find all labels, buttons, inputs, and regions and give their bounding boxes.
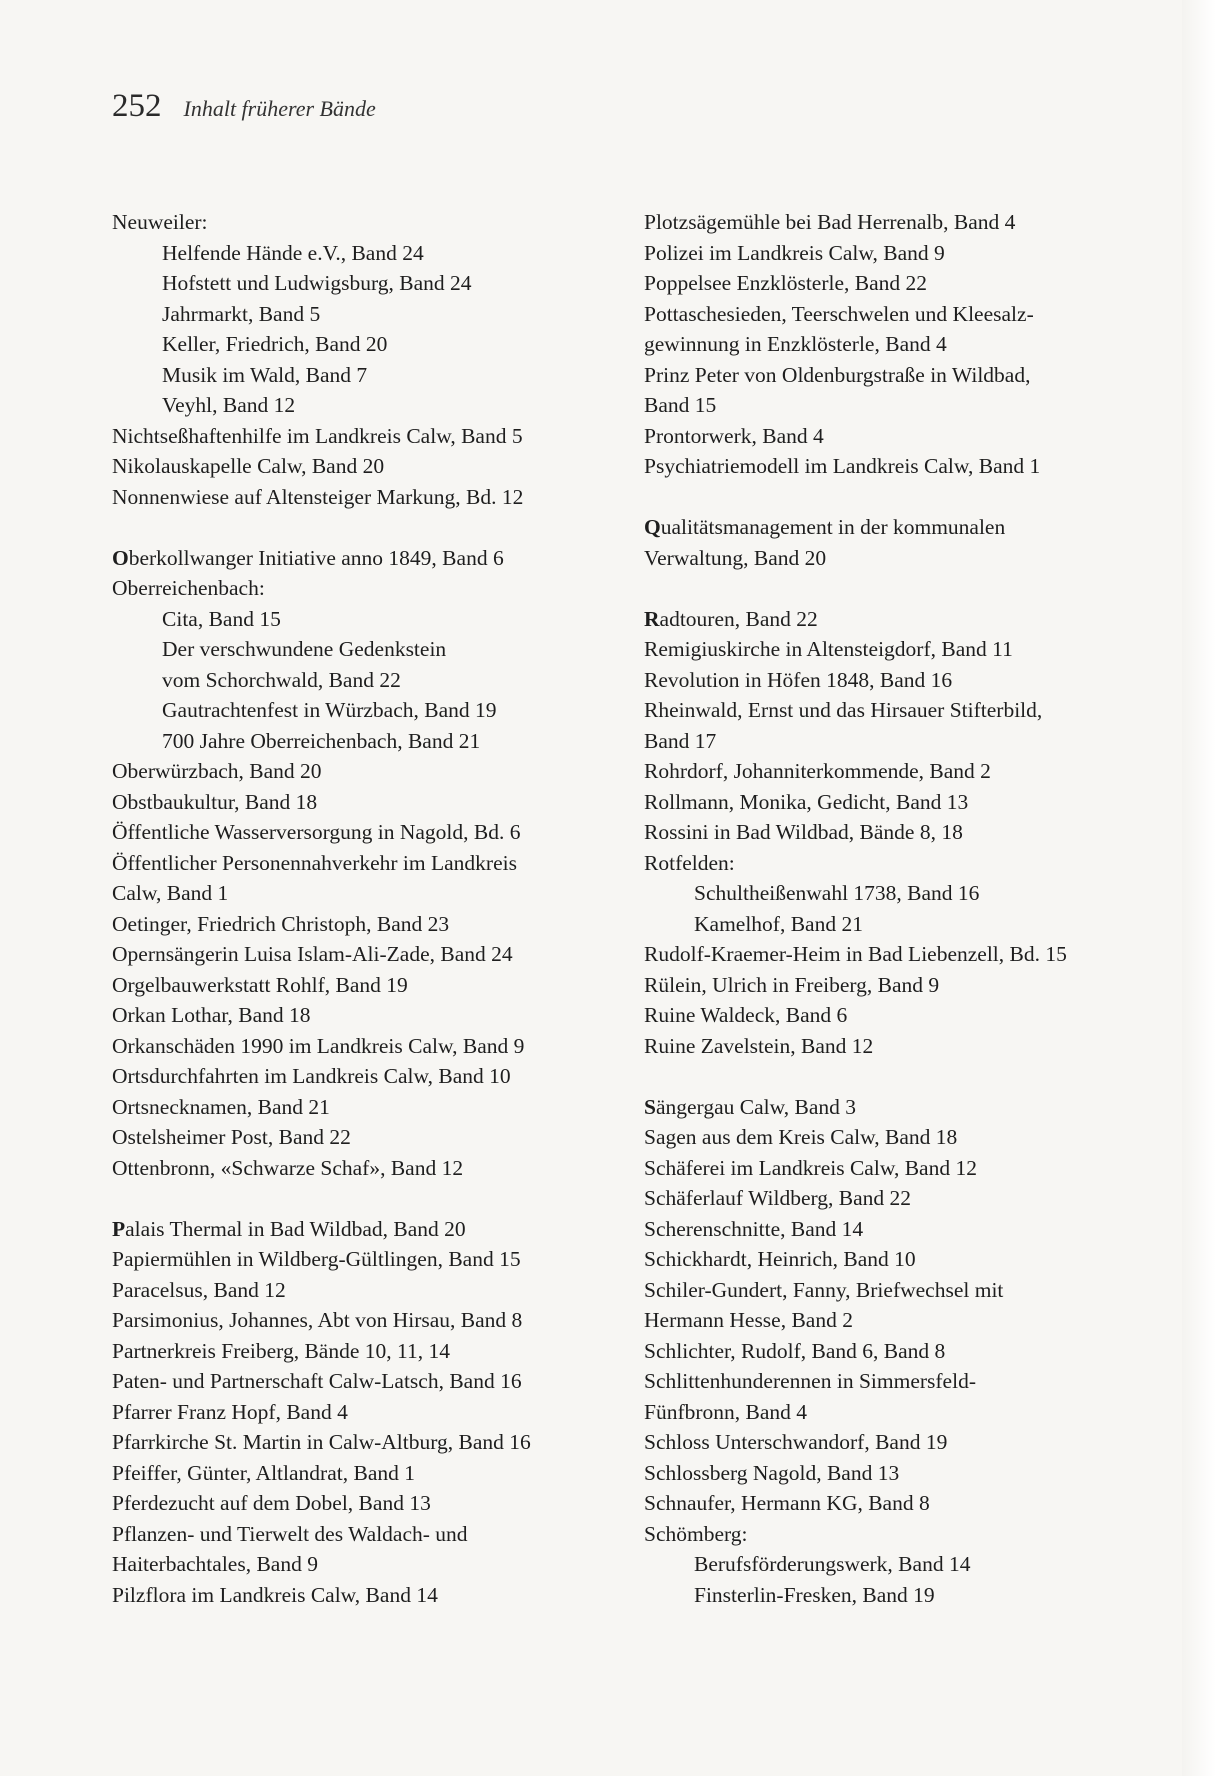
index-subentry xyxy=(112,726,612,757)
entry-text: Kamelhof, Band 21 xyxy=(694,911,863,936)
entry-text: Finsterlin-Fresken, Band 19 xyxy=(694,1582,935,1607)
index-entry xyxy=(112,1214,612,1245)
index-entry xyxy=(644,1305,1204,1336)
index-subentry xyxy=(644,909,1204,940)
index-entry xyxy=(644,299,1204,330)
entry-text: Orgelbauwerkstatt Rohlf, Band 19 xyxy=(112,972,408,997)
section-initial-letter: P xyxy=(112,1216,126,1241)
entry-text: Berufsförderungswerk, Band 14 xyxy=(694,1552,971,1576)
entry-text: Rossini in Bad Wildbad, Bände 8, 18 xyxy=(644,820,963,844)
entry-text: Schäferlauf Wildberg, Band 22 xyxy=(644,1186,912,1210)
entry-text: ängergau Calw, Band 3 xyxy=(655,1094,856,1119)
entry-text: Paracelsus, Band 12 xyxy=(112,1277,286,1302)
section-gap xyxy=(112,1183,612,1214)
index-entry xyxy=(644,390,1204,421)
entry-text: vom Schorchwald, Band 22 xyxy=(162,667,401,692)
entry-text: Plotzsägemühle bei Bad Herrenalb, Band 4 xyxy=(644,210,1016,234)
entry-text: Partnerkreis Freiberg, Bände 10, 11, 14 xyxy=(112,1338,450,1363)
index-entry xyxy=(112,1580,612,1611)
section-initial-letter: O xyxy=(112,545,129,570)
entry-text: gewinnung in Enzklösterle, Band 4 xyxy=(644,332,947,356)
index-entry xyxy=(644,848,1204,879)
index-entry xyxy=(112,482,612,513)
entry-text: Scherenschnitte, Band 14 xyxy=(644,1216,864,1241)
index-column-left xyxy=(112,207,612,1610)
entry-text: Orkanschäden 1990 im Landkreis Calw, Band 9 xyxy=(112,1033,525,1058)
index-entry xyxy=(644,1366,1204,1397)
entry-text: Paten- und Partnerschaft Calw-Latsch, Band 16 xyxy=(112,1369,522,1393)
entry-text: Pflanzen- und Tierwelt des Waldach- und xyxy=(112,1521,468,1546)
entry-text: Prontorwerk, Band 4 xyxy=(644,423,824,448)
index-entry xyxy=(112,451,612,482)
entry-text: Schiler-Gundert, Fanny, Briefwechsel mit xyxy=(644,1277,1004,1302)
index-entry xyxy=(112,878,612,909)
index-entry xyxy=(644,665,1204,696)
entry-text: Öffentlicher Personennahverkehr im Landkreis xyxy=(112,850,517,875)
section-gap xyxy=(644,1061,1204,1092)
entry-text: Cita, Band 15 xyxy=(162,606,281,631)
index-entry xyxy=(644,1488,1204,1519)
section-initial-letter: S xyxy=(644,1094,656,1119)
entry-text: Rollmann, Monika, Gedicht, Band 13 xyxy=(644,789,969,814)
index-subentry xyxy=(112,695,612,726)
index-entry xyxy=(644,1183,1204,1214)
entry-text: Ruine Zavelstein, Band 12 xyxy=(644,1033,874,1058)
index-entry xyxy=(644,1092,1204,1123)
index-entry xyxy=(112,1244,612,1275)
index-entry xyxy=(112,1336,612,1367)
entry-text: Neuweiler: xyxy=(112,210,208,234)
entry-text: Oberwürzbach, Band 20 xyxy=(112,759,322,783)
entry-text: Jahrmarkt, Band 5 xyxy=(162,301,321,326)
index-entry xyxy=(112,817,612,848)
entry-text: Schultheißenwahl 1738, Band 16 xyxy=(694,881,980,905)
index-entry xyxy=(112,543,612,574)
entry-text: Schlichter, Rudolf, Band 6, Band 8 xyxy=(644,1338,946,1363)
entry-text: Parsimonius, Johannes, Abt von Hirsau, Band 8 xyxy=(112,1308,523,1332)
index-entry xyxy=(112,1305,612,1336)
index-entry xyxy=(112,1427,612,1458)
index-entry xyxy=(112,1122,612,1153)
index-entry xyxy=(112,207,612,238)
index-entry xyxy=(112,939,612,970)
index-entry xyxy=(644,939,1204,970)
entry-text: Verwaltung, Band 20 xyxy=(644,545,827,570)
entry-text: Rotfelden: xyxy=(644,850,735,875)
entry-text: adtouren, Band 22 xyxy=(659,606,818,631)
entry-text: Ortsnecknamen, Band 21 xyxy=(112,1094,330,1119)
index-entry xyxy=(644,1000,1204,1031)
page-header xyxy=(112,88,376,125)
entry-text: Musik im Wald, Band 7 xyxy=(162,362,368,387)
entry-text: Fünfbronn, Band 4 xyxy=(644,1399,808,1424)
index-entry xyxy=(112,1549,612,1580)
index-entry xyxy=(644,634,1204,665)
entry-text: Schömberg: xyxy=(644,1521,748,1546)
index-entry xyxy=(112,848,612,879)
entry-text: Ostelsheimer Post, Band 22 xyxy=(112,1125,351,1149)
page-number: 252 xyxy=(112,88,162,124)
entry-text: Schnaufer, Hermann KG, Band 8 xyxy=(644,1491,930,1515)
index-subentry xyxy=(112,634,612,665)
entry-text: Pfeiffer, Günter, Altlandrat, Band 1 xyxy=(112,1460,415,1485)
entry-text: Polizei im Landkreis Calw, Band 9 xyxy=(644,240,945,265)
entry-text: Nonnenwiese auf Altensteiger Markung, Bd. 12 xyxy=(112,484,524,509)
entry-text: Psychiatriemodell im Landkreis Calw, Band 1 xyxy=(644,454,1041,478)
entry-text: Pfarrer Franz Hopf, Band 4 xyxy=(112,1399,348,1424)
entry-text: Pferdezucht auf dem Dobel, Band 13 xyxy=(112,1491,431,1515)
index-subentry xyxy=(112,268,612,299)
index-subentry xyxy=(112,238,612,269)
entry-text: Papiermühlen in Wildberg-Gültlingen, Band 15 xyxy=(112,1247,521,1271)
entry-text: Band 17 xyxy=(644,728,717,753)
index-entry xyxy=(644,1275,1204,1306)
index-entry xyxy=(112,1488,612,1519)
index-entry xyxy=(644,970,1204,1001)
index-entry xyxy=(644,817,1204,848)
entry-text: Schlittenhunderennen in Simmersfeld- xyxy=(644,1369,976,1393)
index-entry xyxy=(112,573,612,604)
index-entry xyxy=(644,726,1204,757)
index-subentry xyxy=(112,360,612,391)
entry-text: Revolution in Höfen 1848, Band 16 xyxy=(644,667,953,692)
index-entry xyxy=(644,756,1204,787)
entry-text: ualitätsmanagement in der kommunalen xyxy=(660,515,1006,539)
index-entry xyxy=(112,1153,612,1184)
index-entry xyxy=(644,1122,1204,1153)
index-subentry xyxy=(644,1580,1204,1611)
index-entry xyxy=(112,1000,612,1031)
index-subentry xyxy=(112,329,612,360)
entry-text: Nichtseßhaftenhilfe im Landkreis Calw, Band 5 xyxy=(112,423,523,448)
entry-text: Ottenbronn, «Schwarze Schaf», Band 12 xyxy=(112,1155,464,1180)
entry-text: Keller, Friedrich, Band 20 xyxy=(162,332,388,356)
index-subentry xyxy=(644,1549,1204,1580)
entry-text: Oberreichenbach: xyxy=(112,576,265,600)
entry-text: Hofstett und Ludwigsburg, Band 24 xyxy=(162,271,472,295)
index-column-right xyxy=(644,207,1204,1610)
index-entry xyxy=(644,238,1204,269)
entry-text: Ortsdurchfahrten im Landkreis Calw, Band 10 xyxy=(112,1064,511,1088)
index-entry xyxy=(112,1519,612,1550)
index-entry xyxy=(644,1519,1204,1550)
entry-text: Calw, Band 1 xyxy=(112,881,229,905)
index-entry xyxy=(644,604,1204,635)
entry-text: Haiterbachtales, Band 9 xyxy=(112,1552,318,1576)
entry-text: Schickhardt, Heinrich, Band 10 xyxy=(644,1247,916,1271)
section-initial-letter: R xyxy=(644,606,660,631)
entry-text: berkollwanger Initiative anno 1849, Band 6 xyxy=(128,545,504,570)
index-entry xyxy=(112,1092,612,1123)
entry-text: Remigiuskirche in Altensteigdorf, Band 11 xyxy=(644,637,1013,661)
entry-text: Schlossberg Nagold, Band 13 xyxy=(644,1460,900,1485)
entry-text: Pilzflora im Landkreis Calw, Band 14 xyxy=(112,1582,438,1607)
entry-text: Schäferei im Landkreis Calw, Band 12 xyxy=(644,1155,977,1180)
entry-text: Schloss Unterschwandorf, Band 19 xyxy=(644,1430,948,1454)
index-subentry xyxy=(112,299,612,330)
index-entry xyxy=(644,1397,1204,1428)
entry-text: Prinz Peter von Oldenburgstraße in Wildbad, xyxy=(644,362,1031,387)
entry-text: Rheinwald, Ernst und das Hirsauer Stifterbild, xyxy=(644,698,1043,722)
entry-text: alais Thermal in Bad Wildbad, Band 20 xyxy=(125,1216,466,1241)
index-entry xyxy=(644,1031,1204,1062)
index-entry xyxy=(644,1244,1204,1275)
index-entry xyxy=(112,787,612,818)
running-title: Inhalt früherer Bände xyxy=(183,96,376,121)
entry-text: Nikolauskapelle Calw, Band 20 xyxy=(112,454,385,478)
index-subentry xyxy=(112,390,612,421)
index-entry xyxy=(644,329,1204,360)
entry-text: Gautrachtenfest in Würzbach, Band 19 xyxy=(162,698,497,722)
index-entry xyxy=(644,1214,1204,1245)
index-entry xyxy=(112,909,612,940)
index-entry xyxy=(644,451,1204,482)
entry-text: Hermann Hesse, Band 2 xyxy=(644,1308,853,1332)
index-entry xyxy=(644,695,1204,726)
entry-text: 700 Jahre Oberreichenbach, Band 21 xyxy=(162,728,481,753)
entry-text: Pfarrkirche St. Martin in Calw-Altburg, Band 16 xyxy=(112,1430,531,1454)
entry-text: Oetinger, Friedrich Christoph, Band 23 xyxy=(112,911,450,936)
index-entry xyxy=(112,1031,612,1062)
index-subentry xyxy=(112,665,612,696)
index-entry xyxy=(644,1153,1204,1184)
index-subentry xyxy=(644,878,1204,909)
entry-text: Obstbaukultur, Band 18 xyxy=(112,789,318,814)
entry-text: Rohrdorf, Johanniterkommende, Band 2 xyxy=(644,759,991,783)
section-initial-letter: Q xyxy=(644,515,661,539)
index-entry xyxy=(112,1061,612,1092)
index-entry xyxy=(112,421,612,452)
index-entry xyxy=(644,207,1204,238)
index-entry xyxy=(644,787,1204,818)
section-gap xyxy=(644,482,1204,513)
entry-text: Helfende Hände e.V., Band 24 xyxy=(162,240,424,265)
index-entry xyxy=(644,1427,1204,1458)
entry-text: Opernsängerin Luisa Islam-Ali-Zade, Band 24 xyxy=(112,942,513,966)
index-entry xyxy=(644,421,1204,452)
index-entry xyxy=(112,970,612,1001)
entry-text: Orkan Lothar, Band 18 xyxy=(112,1003,311,1027)
index-entry xyxy=(112,1397,612,1428)
index-subentry xyxy=(112,604,612,635)
index-entry xyxy=(112,756,612,787)
index-entry xyxy=(644,360,1204,391)
entry-text: Pottaschesieden, Teerschwelen und Kleesalz- xyxy=(644,301,1034,326)
index-entry xyxy=(644,268,1204,299)
index-entry xyxy=(644,543,1204,574)
entry-text: Veyhl, Band 12 xyxy=(162,393,296,417)
index-entry xyxy=(112,1366,612,1397)
index-entry xyxy=(112,1458,612,1489)
entry-text: Rülein, Ulrich in Freiberg, Band 9 xyxy=(644,972,940,997)
section-gap xyxy=(112,512,612,543)
entry-text: Ruine Waldeck, Band 6 xyxy=(644,1003,848,1027)
index-entry xyxy=(644,1458,1204,1489)
entry-text: Der verschwundene Gedenkstein xyxy=(162,637,447,661)
entry-text: Poppelsee Enzklösterle, Band 22 xyxy=(644,271,928,295)
entry-text: Sagen aus dem Kreis Calw, Band 18 xyxy=(644,1125,958,1149)
entry-text: Öffentliche Wasserversorgung in Nagold, Bd. 6 xyxy=(112,820,521,844)
entry-text: Rudolf-Kraemer-Heim in Bad Liebenzell, Bd. 15 xyxy=(644,942,1067,966)
index-entry xyxy=(644,1336,1204,1367)
entry-text: Band 15 xyxy=(644,393,717,417)
index-entry xyxy=(112,1275,612,1306)
index-entry xyxy=(644,512,1204,543)
section-gap xyxy=(644,573,1204,604)
